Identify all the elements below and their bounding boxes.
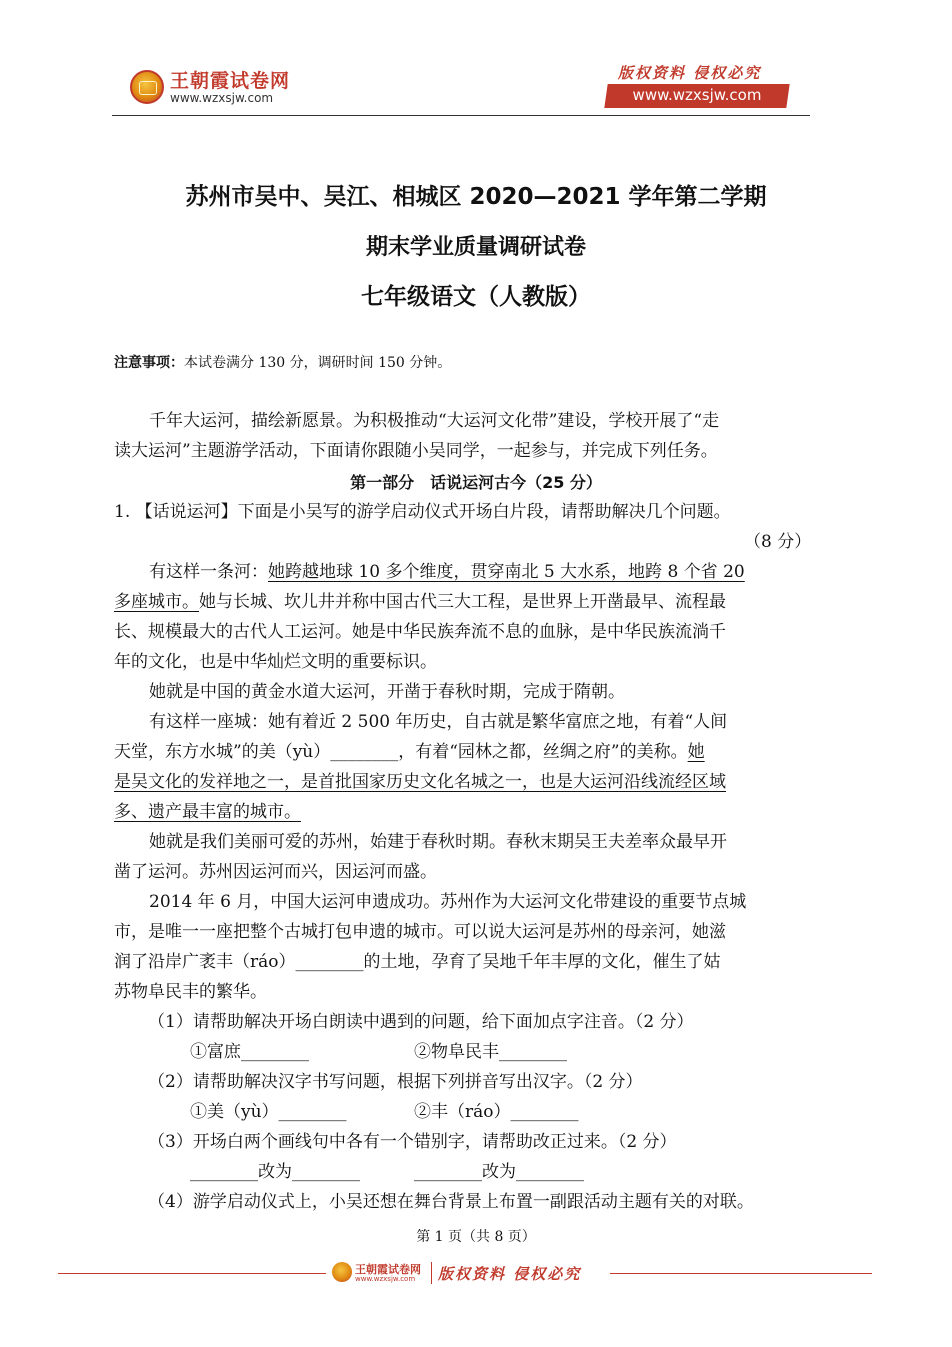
footer-brand-name: 王朝霞试卷网 xyxy=(355,1263,421,1276)
header-divider xyxy=(112,115,810,116)
passage-line: 2014 年 6 月，中国大运河申遗成功。苏州作为大运河文化带建设的重要节点城 xyxy=(149,892,747,912)
notice xyxy=(114,352,451,372)
passage-line xyxy=(114,737,814,767)
subquestion-2: （2）请帮助解决汉字书写问题，根据下列拼音写出汉字。（2 分） xyxy=(148,1072,643,1092)
passage-text: 天堂，东方水城”的美（yù）________，有着“园林之都，丝绸之府”的美称。 xyxy=(114,742,688,762)
answer-blank-1a[interactable]: ①富庶________ xyxy=(190,1042,309,1062)
footer-divider-left xyxy=(58,1273,326,1274)
passage-line: 润了沿岸广袤丰（ráo）________的土地，孕育了吴地千年丰厚的文化，催生了姑 xyxy=(114,952,721,972)
footer-logo-icon xyxy=(332,1262,352,1282)
brand-name: 王朝霞试卷网 xyxy=(170,70,291,92)
underlined-sentence: 是吴文化的发祥地之一，是首批国家历史文化名城之一，也是大运河沿线流经区域 xyxy=(114,772,726,792)
passage-line: 苏物阜民丰的繁华。 xyxy=(114,982,267,1002)
copyright-notice: 版权资料 侵权必究 xyxy=(618,64,762,82)
answer-blank-3a[interactable]: ________改为________ xyxy=(190,1162,360,1182)
subquestion-1: （1）请帮助解决开场白朗读中遇到的问题，给下面加点字注音。（2 分） xyxy=(148,1012,694,1032)
notice-text: 本试卷满分 130 分，调研时间 150 分钟。 xyxy=(184,355,452,371)
subquestion-3: （3）开场白两个画线句中各有一个错别字，请帮助改正过来。（2 分） xyxy=(148,1132,677,1152)
footer-separator xyxy=(431,1262,432,1284)
passage-line: 有这样一座城：她有着近 2 500 年历史，自古就是繁华富庶之地，有着“人间 xyxy=(149,712,728,732)
exam-title-line1: 苏州市吴中、吴江、相城区 2020—2021 学年第二学期 xyxy=(185,184,767,210)
notice-label: 注意事项： xyxy=(114,355,184,371)
intro-line-1: 千年大运河，描绘新愿景。为积极推动“大运河文化带”建设，学校开展了“走 xyxy=(149,411,720,431)
passage-line: 市，是唯一一座把整个古城打包申遗的城市。可以说大运河是苏州的母亲河，她滋 xyxy=(114,922,726,942)
passage-line xyxy=(114,797,814,827)
section-heading: 第一部分 话说运河古今（25 分） xyxy=(350,473,602,492)
passage-text: 有这样一条河： xyxy=(149,562,268,582)
exam-title-line3: 七年级语文（人教版） xyxy=(361,284,591,310)
answer-blank-2b[interactable]: ②丰（ráo）________ xyxy=(414,1102,579,1122)
underlined-sentence: 多座城市。 xyxy=(114,592,199,612)
answer-blank-2a[interactable]: ①美（yù）________ xyxy=(190,1102,347,1122)
url-badge-text[interactable]: www.wzxsjw.com xyxy=(632,86,762,104)
page-number: 第 1 页（共 8 页） xyxy=(416,1229,536,1245)
brand-logo-icon xyxy=(130,70,164,104)
passage-text: 她与长城、坎儿井并称中国古代三大工程，是世界上开凿最早、流程最 xyxy=(199,592,726,612)
passage-line: 凿了运河。苏州因运河而兴，因运河而盛。 xyxy=(114,862,437,882)
question-1-score: （8 分） xyxy=(744,532,812,552)
passage-line xyxy=(114,557,849,587)
passage-line: 她就是中国的黄金水道大运河，开凿于春秋时期，完成于隋朝。 xyxy=(149,682,625,702)
passage-line: 她就是我们美丽可爱的苏州，始建于春秋时期。春秋末期吴王夫差率众最早开 xyxy=(149,832,727,852)
answer-blank-3b[interactable]: ________改为________ xyxy=(414,1162,584,1182)
brand-url[interactable]: www.wzxsjw.com xyxy=(170,91,274,105)
passage-line: 年的文化，也是中华灿烂文明的重要标识。 xyxy=(114,652,437,672)
intro-line-2: 读大运河”主题游学活动，下面请你跟随小吴同学，一起参与，并完成下列任务。 xyxy=(114,441,718,461)
subquestion-4: （4）游学启动仪式上，小吴还想在舞台背景上布置一副跟活动主题有关的对联。 xyxy=(148,1192,754,1212)
passage-line xyxy=(114,587,814,617)
answer-blank-1b[interactable]: ②物阜民丰________ xyxy=(414,1042,567,1062)
underlined-sentence: 她跨越地球 10 多个维度，贯穿南北 5 大水系，地跨 8 个省 20 xyxy=(268,562,745,582)
underlined-sentence: 多、遗产最丰富的城市。 xyxy=(114,802,301,822)
passage-line: 长、规模最大的古代人工运河。她是中华民族奔流不息的血脉，是中华民族流淌千 xyxy=(114,622,726,642)
footer-divider-right xyxy=(610,1273,872,1274)
footer-brand-url[interactable]: www.wzxsjw.com xyxy=(355,1275,416,1283)
exam-title-line2: 期末学业质量调研试卷 xyxy=(365,235,586,260)
question-1-stem: 1. 【话说运河】下面是小吴写的游学启动仪式开场白片段，请帮助解决几个问题。 xyxy=(114,502,731,522)
footer-copyright: 版权资料 侵权必究 xyxy=(438,1265,582,1283)
underlined-sentence: 她 xyxy=(687,742,705,762)
